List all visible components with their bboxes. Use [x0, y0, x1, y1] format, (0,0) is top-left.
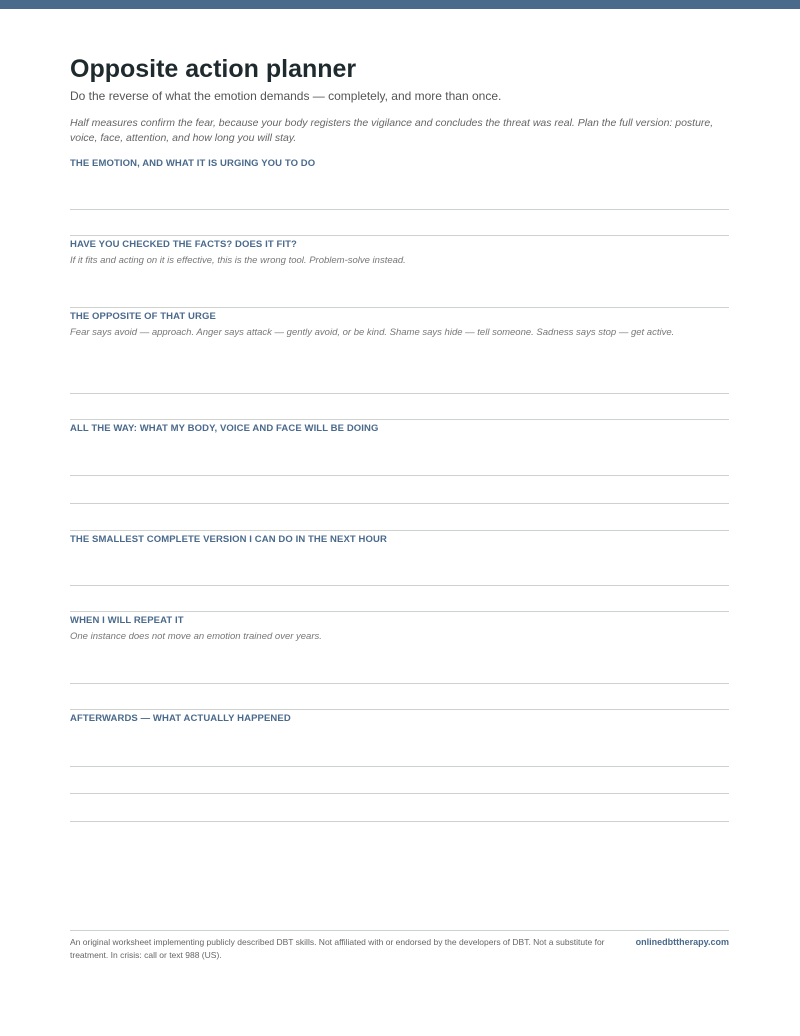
writing-line[interactable] — [70, 307, 729, 308]
section-check-facts — [70, 239, 729, 268]
writing-line[interactable] — [70, 503, 729, 504]
writing-line[interactable] — [70, 585, 729, 586]
writing-line[interactable] — [70, 530, 729, 531]
section-smallest-version — [70, 534, 729, 546]
section-label: AFTERWARDS — WHAT ACTUALLY HAPPENED — [70, 713, 291, 724]
section-hint: If it fits and acting on it is effective, this is the wrong tool. Problem-solve instead. — [70, 255, 406, 266]
section-opposite-urge — [70, 311, 729, 340]
section-label: WHEN I WILL REPEAT IT — [70, 615, 184, 626]
footer-brand-link[interactable]: onlinedbttherapy.com — [635, 937, 729, 947]
section-hint: One instance does not move an emotion trained over years. — [70, 631, 322, 642]
section-label: THE EMOTION, AND WHAT IT IS URGING YOU TO DO — [70, 158, 316, 169]
section-label: ALL THE WAY: WHAT MY BODY, VOICE AND FACE WILL BE DOING — [70, 423, 379, 434]
writing-line[interactable] — [70, 611, 729, 612]
writing-line[interactable] — [70, 793, 729, 794]
writing-line[interactable] — [70, 393, 729, 394]
section-label: HAVE YOU CHECKED THE FACTS? DOES IT FIT? — [70, 239, 297, 250]
section-hint: Fear says avoid — approach. Anger says attack — gently avoid, or be kind. Shame says hide — tell someone. Sadness says stop — get active. — [70, 327, 675, 338]
writing-line[interactable] — [70, 209, 729, 210]
writing-line[interactable] — [70, 821, 729, 822]
writing-line[interactable] — [70, 475, 729, 476]
writing-line[interactable] — [70, 709, 729, 710]
page-subtitle: Do the reverse of what the emotion demands — completely, and more than once. — [70, 89, 502, 103]
section-afterwards — [70, 713, 729, 725]
section-label: THE OPPOSITE OF THAT URGE — [70, 311, 216, 322]
section-emotion — [70, 158, 729, 170]
writing-line[interactable] — [70, 683, 729, 684]
top-accent-bar — [0, 0, 800, 9]
writing-line[interactable] — [70, 766, 729, 767]
footer-disclaimer: An original worksheet implementing publicly described DBT skills. Not affiliated with or endorsed by the developers of DBT. Not a substitute for treatment. In crisis: call or text 988 (US). — [70, 937, 605, 960]
section-repeat — [70, 615, 729, 644]
section-all-the-way — [70, 423, 729, 435]
section-label: THE SMALLEST COMPLETE VERSION I CAN DO IN THE NEXT HOUR — [70, 534, 387, 545]
footer-divider — [70, 930, 729, 931]
writing-line[interactable] — [70, 419, 729, 420]
page-title: Opposite action planner — [70, 55, 357, 83]
intro-text: Half measures confirm the fear, because your body registers the vigilance and concludes the threat was real. Plan the full version: posture, voice, face, attention, and how long you will stay. — [70, 117, 714, 144]
writing-line[interactable] — [70, 235, 729, 236]
